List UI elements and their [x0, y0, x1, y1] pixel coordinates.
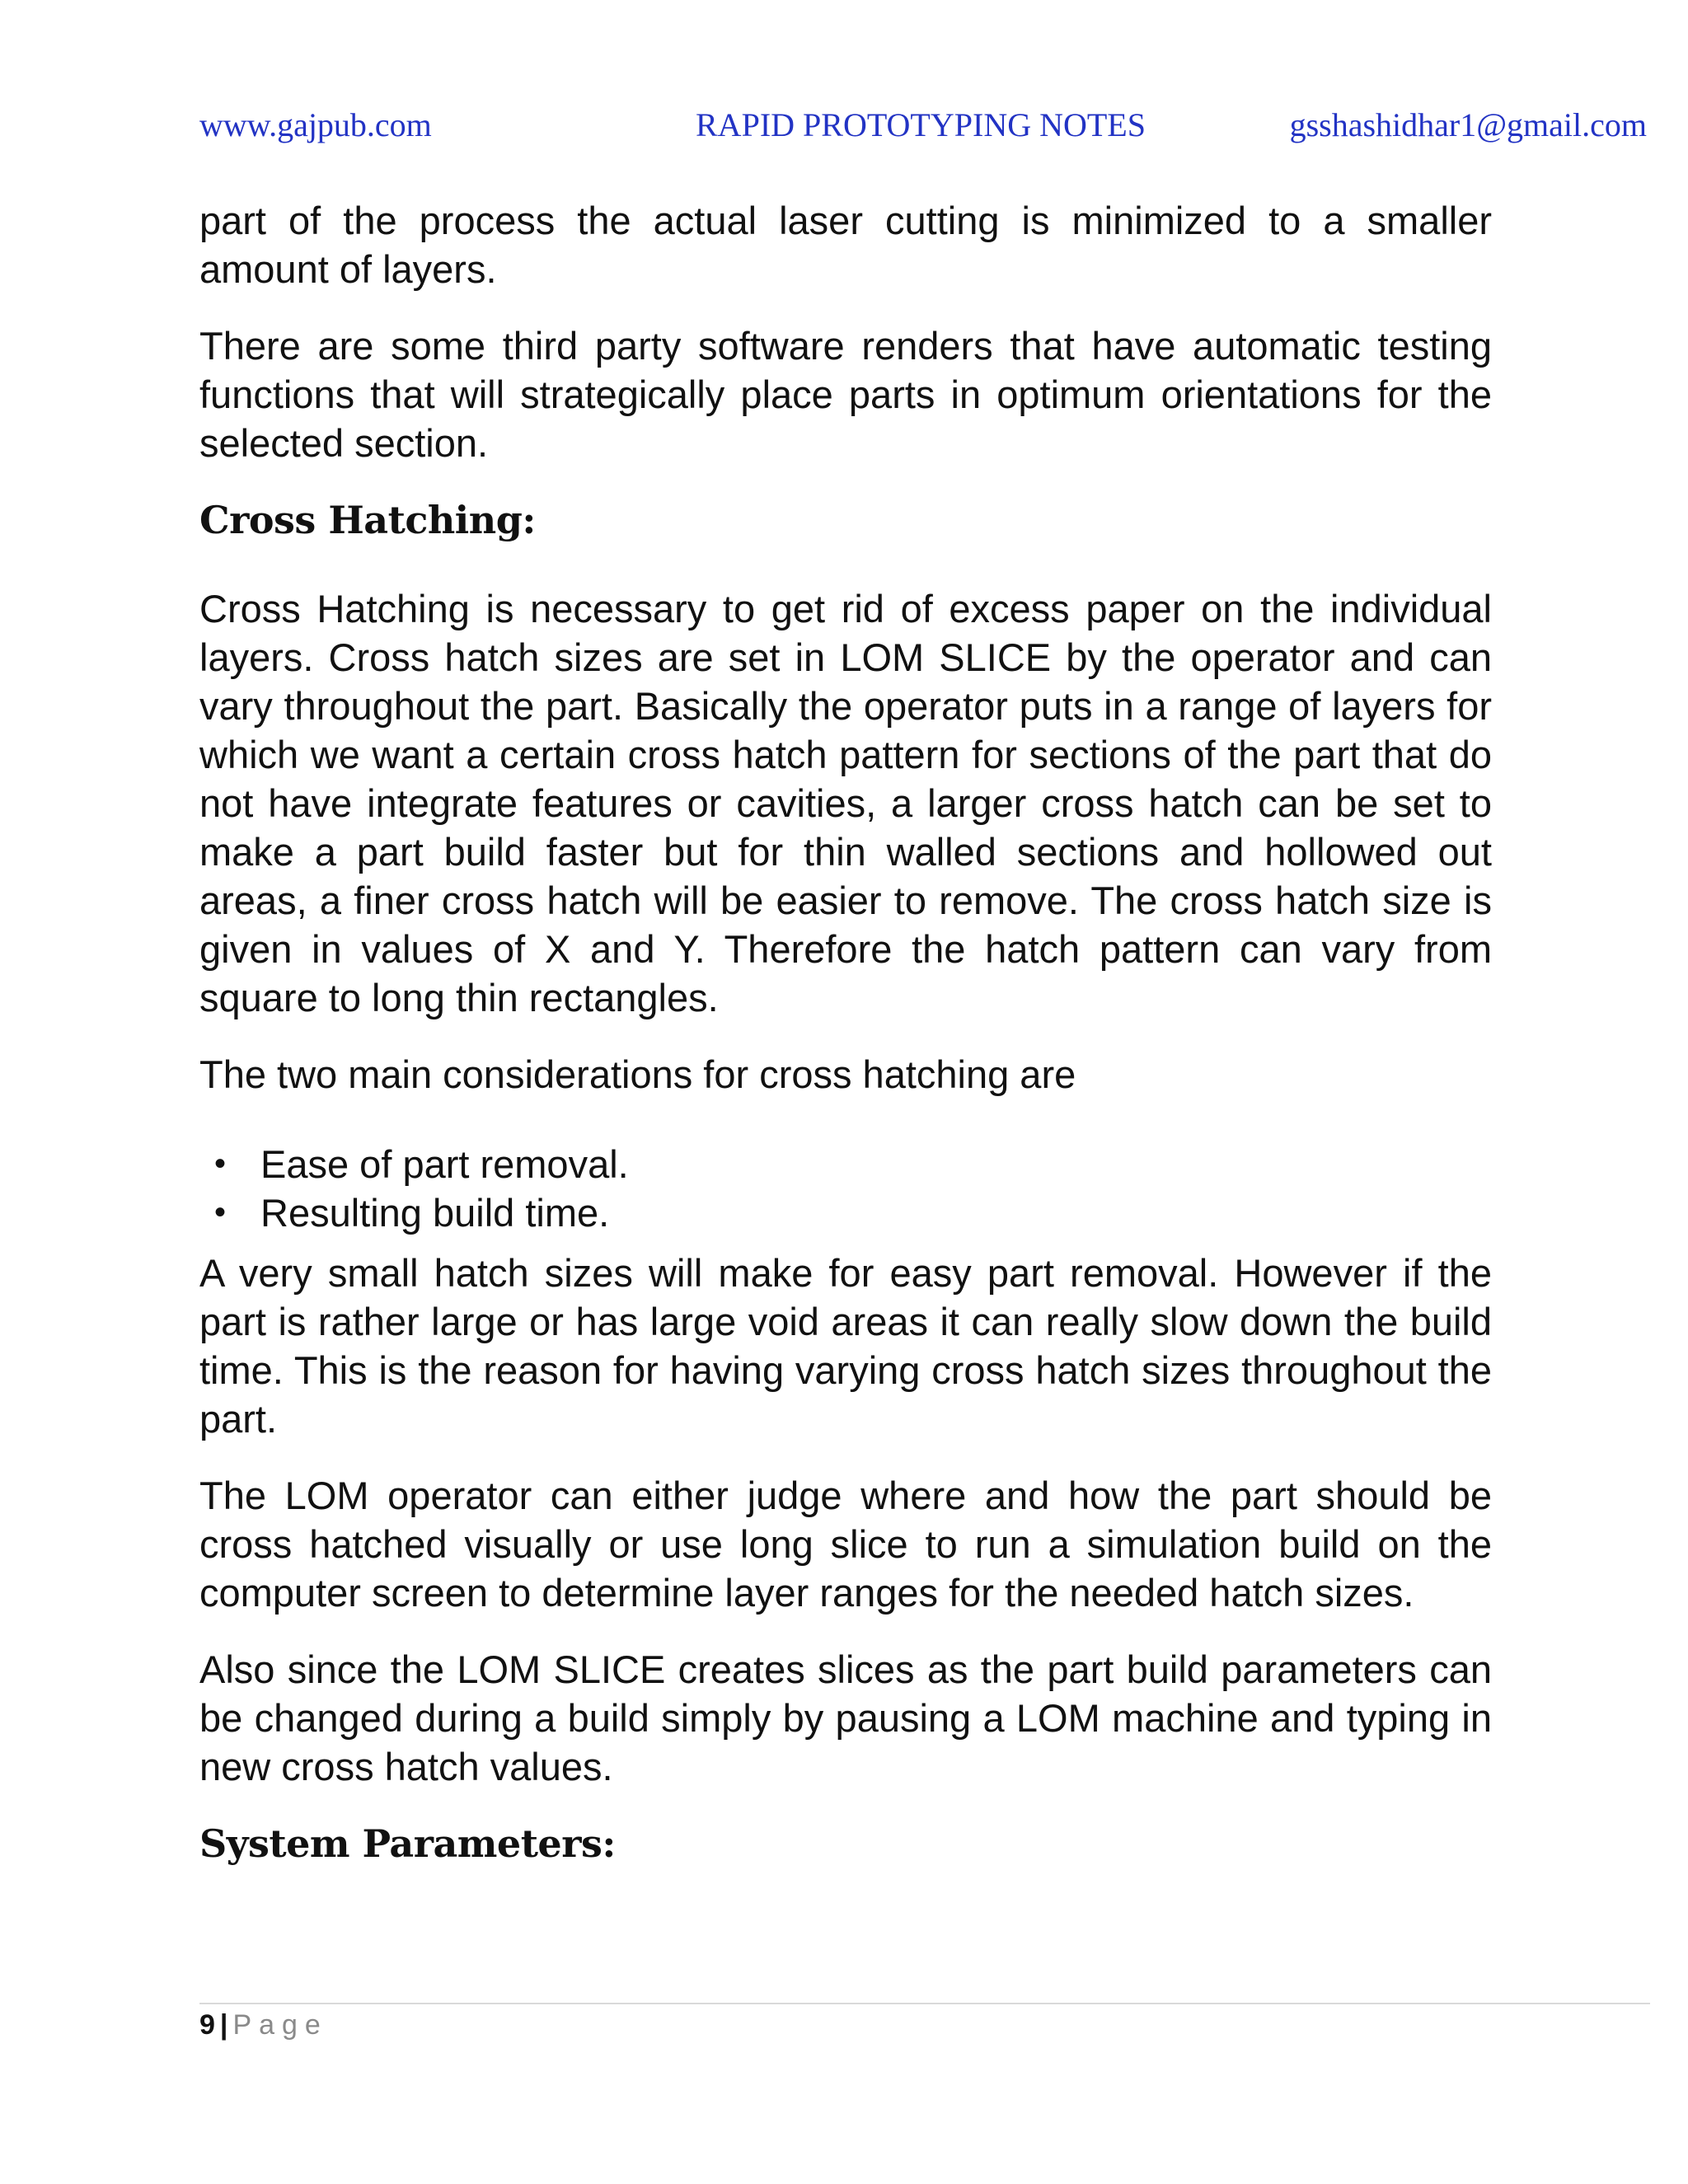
list-item-text: Ease of part removal.	[260, 1142, 629, 1186]
paragraph-laser-cutting: part of the process the actual laser cutting is minimized to a smaller amount of layers.	[199, 199, 1492, 291]
considerations-list	[199, 1140, 1492, 1237]
page-footer	[199, 2005, 328, 2045]
page-label: Page	[232, 2009, 328, 2041]
bullet-icon: •	[214, 1194, 227, 1230]
paragraph-hatch-sizes: A very small hatch sizes will make for easy part removal. However if the part is rather large or has large void areas it can really slow down the build time. This is the reason for having varying cross hatch sizes throughout the part.	[199, 1251, 1492, 1441]
heading-system-parameters: System Parameters:	[199, 1821, 616, 1866]
footer-separator: |	[219, 2009, 228, 2041]
page-number: 9	[199, 2009, 215, 2041]
page-header	[199, 105, 1647, 147]
paragraph-lom-slice: Also since the LOM SLICE creates slices as the part build parameters can be changed during a build simply by pausing a LOM machine and typing in new cross hatch values.	[199, 1647, 1492, 1788]
header-title: RAPID PROTOTYPING NOTES	[696, 106, 1146, 143]
list-item-text: Resulting build time.	[260, 1191, 610, 1235]
list-item	[199, 1188, 1492, 1237]
paragraph-considerations: The two main considerations for cross hatching are	[199, 1052, 1076, 1096]
paragraph-lom-operator: The LOM operator can either judge where and how the part should be cross hatched visually or use long slice to run a simulation build on the computer screen to determine layer ranges for the needed hatch sizes.	[199, 1474, 1492, 1615]
paragraph-cross-hatching: Cross Hatching is necessary to get rid of excess paper on the individual layers. Cross hatch sizes are set in LOM SLICE by the operator and can vary throughout the part. Basically the operator puts in a range of layers for which we want a certain cross hatch pattern for sections of the part that do not have integrate features or cavities, a larger cross hatch can be set to make a part build faster but for thin walled sections and hollowed out areas, a finer cross hatch will be easier to remove. The cross hatch size is given in values of X and Y. Therefore the hatch pattern can vary from square to long thin rectangles.	[199, 587, 1492, 1019]
heading-cross-hatching: Cross Hatching:	[199, 498, 536, 542]
header-website[interactable]: www.gajpub.com	[199, 106, 432, 143]
paragraph-third-party-software: There are some third party software renders that have automatic testing functions that will strategically place parts in optimum orientations for the selected section.	[199, 324, 1492, 465]
list-item	[199, 1140, 1492, 1188]
header-email[interactable]: gsshashidhar1@gmail.com	[1289, 106, 1647, 143]
footer-divider	[199, 2003, 1650, 2004]
bullet-icon: •	[214, 1146, 227, 1182]
page-content	[199, 196, 1492, 1868]
